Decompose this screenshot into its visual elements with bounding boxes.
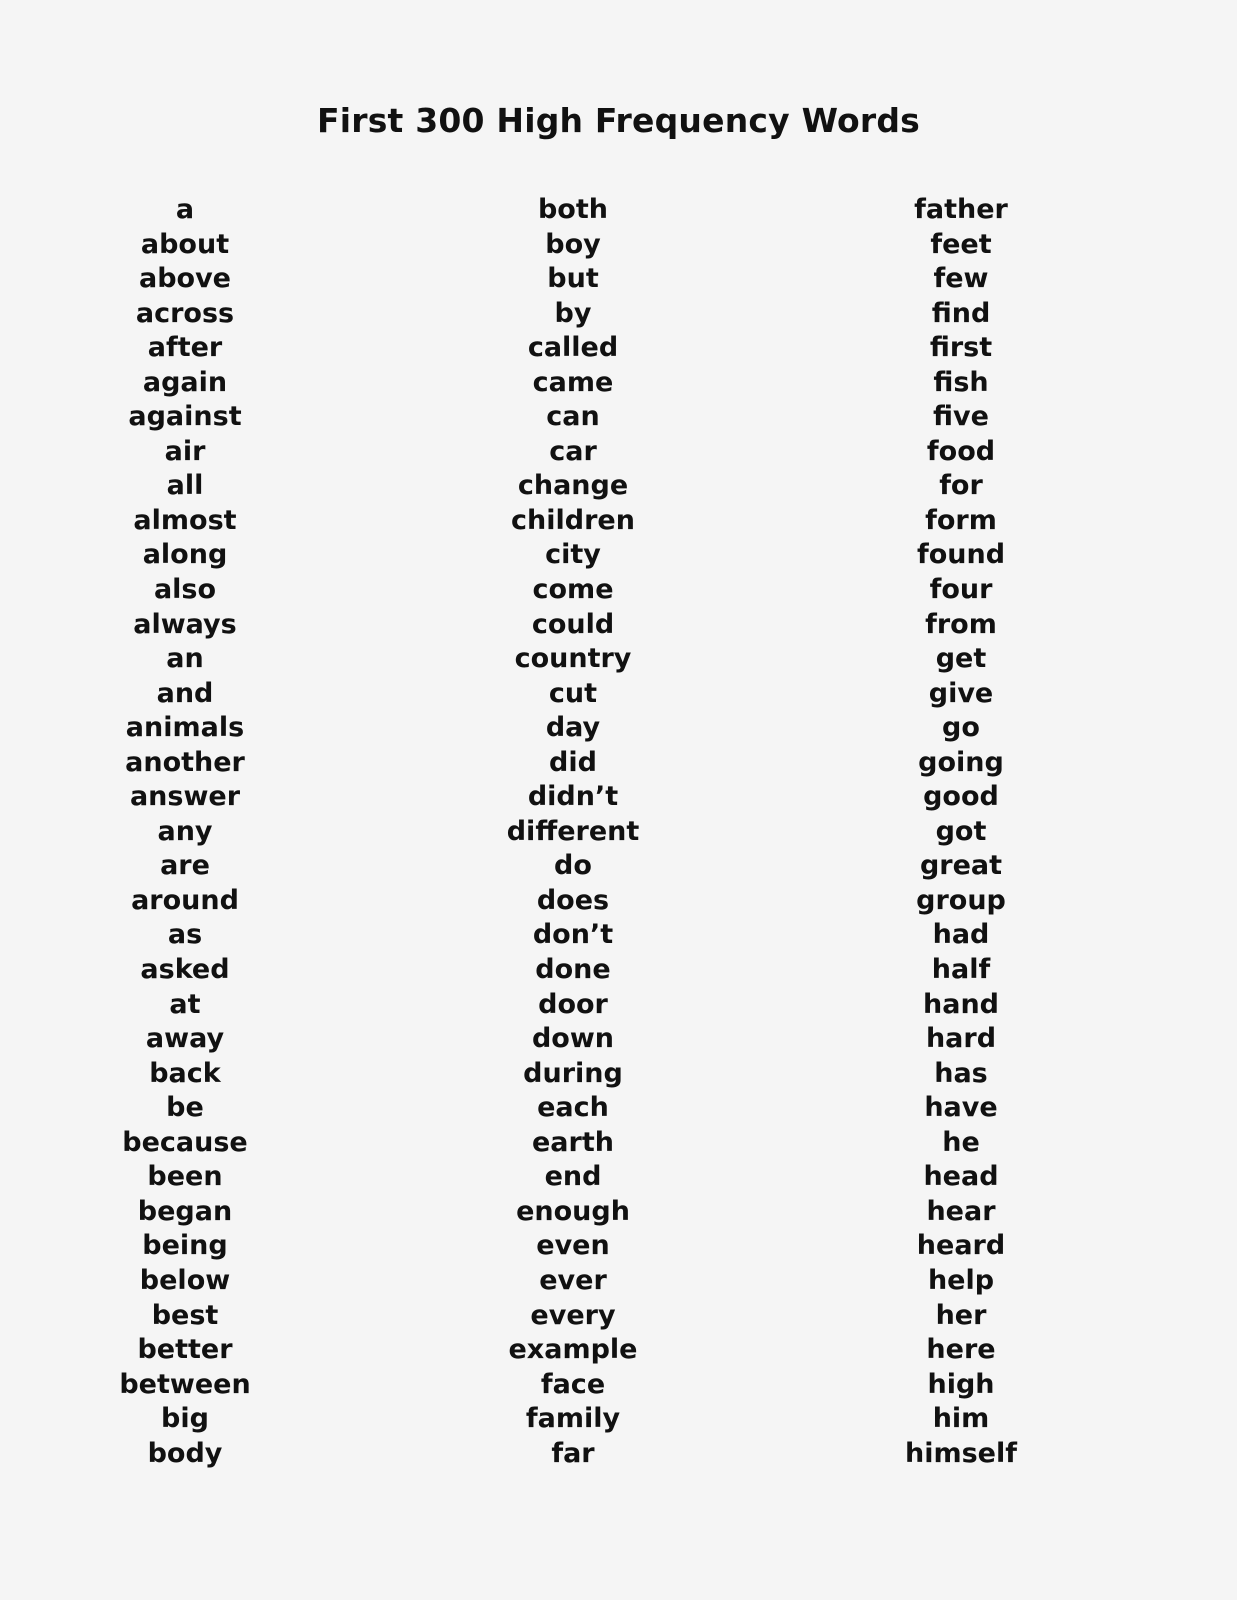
word-item: back [149,1057,221,1089]
word-item: all [166,470,204,502]
word-item: be [166,1092,204,1124]
word-item: by [554,297,592,329]
word-item: high [927,1368,995,1400]
word-item: him [932,1403,990,1435]
word-item: her [935,1299,987,1331]
word-item: being [142,1230,228,1262]
word-item: few [933,263,989,295]
word-item: better [137,1334,233,1366]
word-item: found [916,539,1006,571]
word-item: always [133,608,237,640]
word-item: again [142,366,228,398]
word-item: any [157,815,213,847]
word-item: help [927,1264,995,1296]
word-item: above [138,263,231,295]
word-item: at [169,988,201,1020]
word-item: as [167,919,203,951]
word-item: family [525,1403,621,1435]
word-item: and [156,677,214,709]
word-item: asked [140,954,230,986]
word-item: first [929,332,993,364]
word-item: get [935,643,987,675]
word-item: against [128,401,242,433]
word-item: each [537,1092,609,1124]
word-item: hear [926,1195,996,1227]
word-item: from [925,608,997,640]
word-item: far [551,1437,595,1469]
word-item: food [926,435,996,467]
word-item: below [139,1264,231,1296]
word-item: came [532,366,614,398]
word-item: for [939,470,983,502]
word-item: example [508,1334,638,1366]
word-item: five [933,401,989,433]
word-item: almost [133,504,237,536]
word-item: four [929,574,993,606]
word-item: after [147,332,223,364]
word-item: go [942,712,980,744]
word-item: every [530,1299,616,1331]
word-item: feet [930,228,992,260]
word-item: going [918,746,1004,778]
word-item: best [151,1299,219,1331]
word-item: along [142,539,228,571]
word-item: got [935,815,987,847]
word-item: air [164,435,206,467]
word-item: because [122,1126,248,1158]
word-item: don’t [532,919,614,951]
word-column-3 [811,193,1111,1471]
word-item: around [131,884,239,916]
word-item: also [153,574,217,606]
word-item: give [928,677,994,709]
word-item: city [545,539,601,571]
word-item: good [923,781,999,813]
word-item: do [554,850,592,882]
word-item: body [147,1437,223,1469]
word-item: head [923,1161,999,1193]
word-item: boy [545,228,601,260]
word-item: a [175,194,195,225]
word-item: began [137,1195,233,1227]
word-item: animals [125,712,245,744]
word-item: had [932,919,990,951]
page-title: First 300 High Frequency Words [316,101,920,140]
word-item: cut [548,677,598,709]
word-item: even [536,1230,610,1262]
word-column-2 [423,193,723,1471]
word-item: during [523,1057,623,1089]
word-item: does [536,884,610,916]
word-item: enough [516,1195,630,1227]
word-item: here [926,1334,996,1366]
word-item: hard [925,1023,997,1055]
word-item: down [531,1023,615,1055]
word-item: country [514,643,632,675]
word-item: half [931,954,991,986]
word-item: heard [916,1230,1006,1262]
word-item: across [135,297,235,329]
word-item: himself [905,1437,1017,1469]
word-item: both [537,194,608,225]
word-item: hand [923,988,999,1020]
word-column-1 [35,193,335,1471]
word-item: called [527,332,619,364]
word-item: group [916,884,1006,916]
word-item: ever [539,1264,607,1296]
word-item: face [540,1368,606,1400]
word-item: father [914,194,1008,225]
word-item: another [125,746,245,778]
word-item: an [166,643,204,675]
word-item: children [511,504,635,536]
word-item: done [535,954,611,986]
word-item: has [934,1057,988,1089]
word-item: fish [933,366,989,398]
word-item: great [919,850,1003,882]
word-item: been [147,1161,223,1193]
word-item: can [546,401,600,433]
word-item: day [545,712,601,744]
word-item: different [506,815,640,847]
word-item: form [925,504,997,536]
word-item: find [931,297,991,329]
word-item: he [942,1126,980,1158]
word-item: answer [129,781,241,813]
word-item: could [531,608,615,640]
word-item: end [544,1161,602,1193]
word-item: about [140,228,230,260]
word-item: big [161,1403,209,1435]
word-item: are [160,850,210,882]
word-item: didn’t [527,781,619,813]
word-item: away [145,1023,225,1055]
word-item: but [547,263,599,295]
word-item: between [119,1368,251,1400]
word-item: car [549,435,597,467]
word-item: did [549,746,597,778]
word-item: door [538,988,608,1020]
word-item: earth [532,1126,614,1158]
word-item: change [517,470,629,502]
word-item: come [532,574,614,606]
word-item: have [924,1092,998,1124]
